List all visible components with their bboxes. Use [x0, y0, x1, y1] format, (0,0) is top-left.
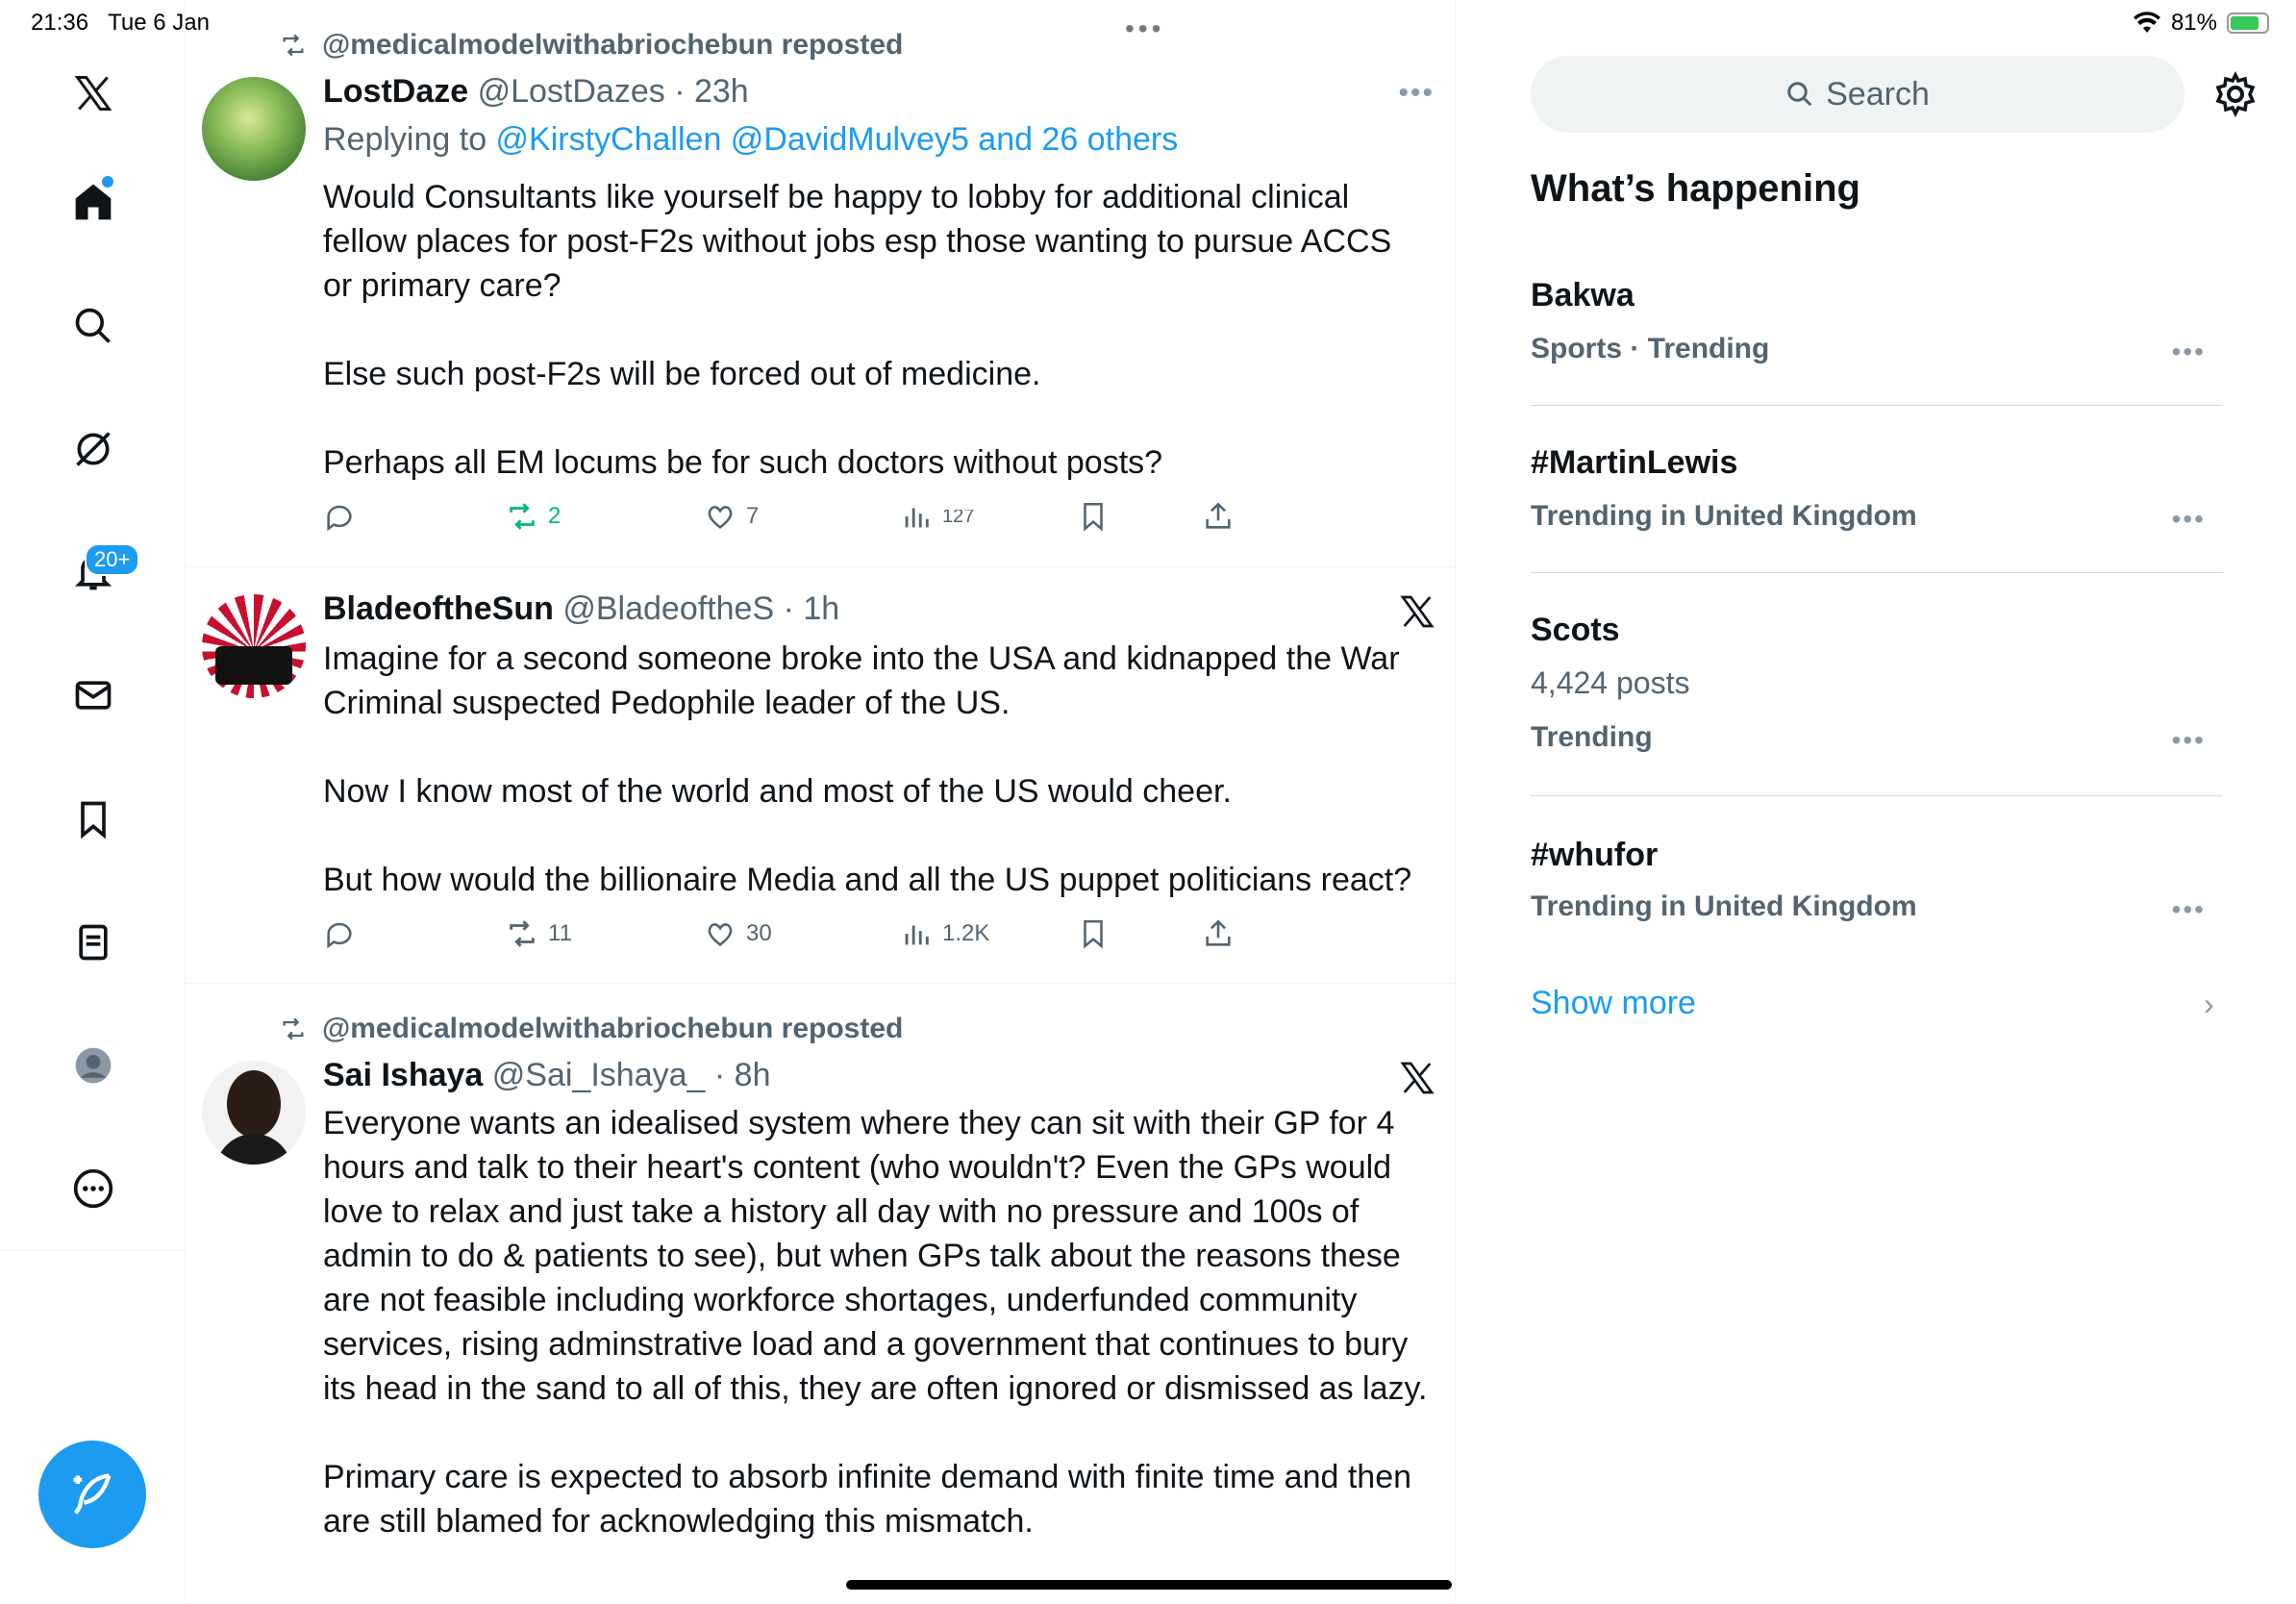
- trend-item[interactable]: [1531, 796, 2223, 940]
- repost-indicator: [278, 1013, 903, 1045]
- lists-icon[interactable]: [60, 909, 127, 976]
- author-handle-time[interactable]: @Sai_Ishaya_ · 8h: [491, 1057, 771, 1093]
- chevron-right-icon: ›: [2204, 987, 2214, 1021]
- trend-item[interactable]: [1531, 573, 2223, 796]
- post-header: [323, 73, 749, 111]
- author-name[interactable]: Sai Ishaya: [323, 1057, 484, 1093]
- repost-count: 2: [548, 503, 562, 529]
- avatar[interactable]: [202, 594, 306, 698]
- bookmark-icon: [1077, 500, 1110, 533]
- show-more-link[interactable]: Show more: [1531, 985, 1696, 1021]
- search-icon: [1785, 80, 1814, 109]
- replying-mentions[interactable]: @KirstyChallen @DavidMulvey5 and 26 others: [495, 121, 1179, 158]
- trend-item[interactable]: [1531, 260, 2223, 406]
- share-icon: [1202, 917, 1235, 950]
- repost-icon: [278, 32, 309, 59]
- search-icon[interactable]: [60, 292, 127, 360]
- compose-feather-icon: [67, 1469, 117, 1519]
- trend-meta: Trending in United Kingdom: [1531, 890, 1917, 922]
- trend-more-icon[interactable]: •••: [2171, 337, 2206, 366]
- bookmark-button[interactable]: [1077, 917, 1110, 950]
- compose-post-button[interactable]: [38, 1441, 146, 1548]
- post-text: Would Consultants like yourself be happy to lobby for additional clinical fellow places for post-F2s without jobs esp those wanting to pursue ACCS or primary care? Else such post-F2s will be forced out of medicine. Perhaps all EM locums be for such doctors without posts?: [323, 179, 1392, 481]
- share-icon: [1202, 500, 1235, 533]
- reply-button[interactable]: [323, 917, 356, 950]
- share-button[interactable]: [1202, 500, 1235, 533]
- multitask-dots-icon[interactable]: •••: [1125, 13, 1165, 43]
- post-sai-ishaya[interactable]: [187, 984, 1456, 1604]
- trend-meta: Trending in United Kingdom: [1531, 500, 1917, 532]
- search-input[interactable]: [1531, 56, 2184, 133]
- post-more-icon[interactable]: •••: [1398, 77, 1435, 109]
- left-nav: [0, 0, 186, 1604]
- author-handle-time[interactable]: @LostDazes · 23h: [477, 73, 749, 110]
- battery-percent: 81%: [2170, 10, 2217, 36]
- trend-meta: Trending: [1531, 721, 1653, 753]
- post-bladeofthesun[interactable]: [187, 567, 1456, 984]
- home-unread-dot: [102, 176, 113, 188]
- views-count: 127: [942, 510, 975, 523]
- x-source-icon[interactable]: [1398, 1059, 1436, 1097]
- reposted-by-text: @medicalmodelwithabriochebun reposted: [322, 1013, 904, 1044]
- nav-divider: [0, 1250, 186, 1251]
- views-chart-icon: [900, 500, 933, 533]
- trend-more-icon[interactable]: •••: [2171, 894, 2206, 924]
- home-icon[interactable]: [60, 168, 127, 236]
- trend-name: Scots: [1531, 612, 1620, 648]
- author-handle-time[interactable]: @BladeoftheS · 1h: [562, 590, 840, 627]
- views-button[interactable]: [900, 917, 989, 950]
- timeline-feed: [187, 0, 1456, 1604]
- replying-to: [323, 121, 1178, 159]
- trend-post-count: 4,424 posts: [1531, 665, 1690, 700]
- avatar[interactable]: [202, 1061, 306, 1165]
- notification-badge: 20+: [85, 543, 139, 576]
- post-text: Everyone wants an idealised system where they can sit with their GP for 4 hours and talk to their heart's content (who wouldn't? Even the GPs would love to relax and just take a history all day with no pressure and 100s of admin to do & patients to see), but when GPs talk about the reasons these are not feasible including workforce shortages, underfunded community services, rising adminstrative load and a government that continues to bury its head in the sand to all of this, they are often ignored or dismissed as lazy. Primary care is expected to absorb infinite demand with finite time and then are still blamed for acknowledging this mismatch.: [323, 1105, 1428, 1540]
- trend-more-icon[interactable]: •••: [2171, 725, 2206, 755]
- repost-button[interactable]: [506, 917, 572, 950]
- trend-name: #MartinLewis: [1531, 444, 1738, 481]
- avatar[interactable]: [202, 77, 306, 181]
- like-button[interactable]: [704, 500, 759, 533]
- right-sidebar: [1457, 0, 2296, 1604]
- reply-icon: [323, 917, 356, 950]
- post-actions: [323, 917, 1285, 956]
- post-lostdaze[interactable]: [187, 0, 1456, 567]
- messages-mail-icon[interactable]: [60, 662, 127, 729]
- repost-button[interactable]: [506, 500, 561, 533]
- like-count: 7: [746, 503, 760, 529]
- heart-icon: [704, 500, 736, 533]
- repost-icon: [278, 1015, 309, 1042]
- like-button[interactable]: [704, 917, 772, 950]
- repost-icon: [506, 917, 538, 950]
- reply-icon: [323, 500, 356, 533]
- trend-item[interactable]: [1531, 406, 2223, 573]
- post-actions: [323, 500, 1285, 539]
- x-source-icon[interactable]: [1398, 592, 1436, 631]
- bookmark-button[interactable]: [1077, 500, 1110, 533]
- post-header: [323, 590, 839, 628]
- trend-meta: Sports · Trending: [1531, 333, 1770, 364]
- profile-avatar-icon[interactable]: [60, 1032, 127, 1099]
- home-indicator-bar[interactable]: [846, 1580, 1452, 1590]
- repost-count: 11: [548, 920, 572, 946]
- bookmarks-icon[interactable]: [60, 786, 127, 853]
- like-count: 30: [746, 920, 772, 946]
- repost-indicator: [278, 29, 903, 62]
- more-options-icon[interactable]: [60, 1155, 127, 1222]
- views-chart-icon: [900, 917, 933, 950]
- reposted-by-text: @medicalmodelwithabriochebun reposted: [322, 29, 904, 61]
- grok-icon[interactable]: [60, 415, 127, 483]
- reply-button[interactable]: [323, 500, 356, 533]
- views-button[interactable]: [900, 500, 974, 533]
- views-count: 1.2K: [942, 920, 990, 946]
- trend-name: #whufor: [1531, 837, 1659, 873]
- repost-icon: [506, 500, 538, 533]
- share-button[interactable]: [1202, 917, 1235, 950]
- trend-name: Bakwa: [1531, 277, 1635, 313]
- heart-icon: [704, 917, 736, 950]
- author-name[interactable]: LostDaze: [323, 73, 469, 110]
- trend-more-icon[interactable]: •••: [2171, 504, 2206, 534]
- search-placeholder: Search: [1826, 75, 1930, 113]
- x-logo-icon[interactable]: [60, 60, 127, 127]
- post-header: [323, 1057, 770, 1094]
- author-name[interactable]: BladeoftheSun: [323, 590, 554, 627]
- replying-prefix: Replying to: [323, 121, 496, 158]
- bookmark-icon: [1077, 917, 1110, 950]
- status-time: 21:36 Tue 6 Jan: [31, 10, 210, 36]
- settings-gear-icon[interactable]: [2212, 71, 2259, 117]
- post-text: Imagine for a second someone broke into the USA and kidnapped the War Criminal suspected Pedophile leader of the US. Now I know most of the world and most of the US would cheer. But how would the billionaire Media and all the US puppet politicians react?: [323, 640, 1412, 898]
- whats-happening-title: What’s happening: [1531, 167, 1860, 210]
